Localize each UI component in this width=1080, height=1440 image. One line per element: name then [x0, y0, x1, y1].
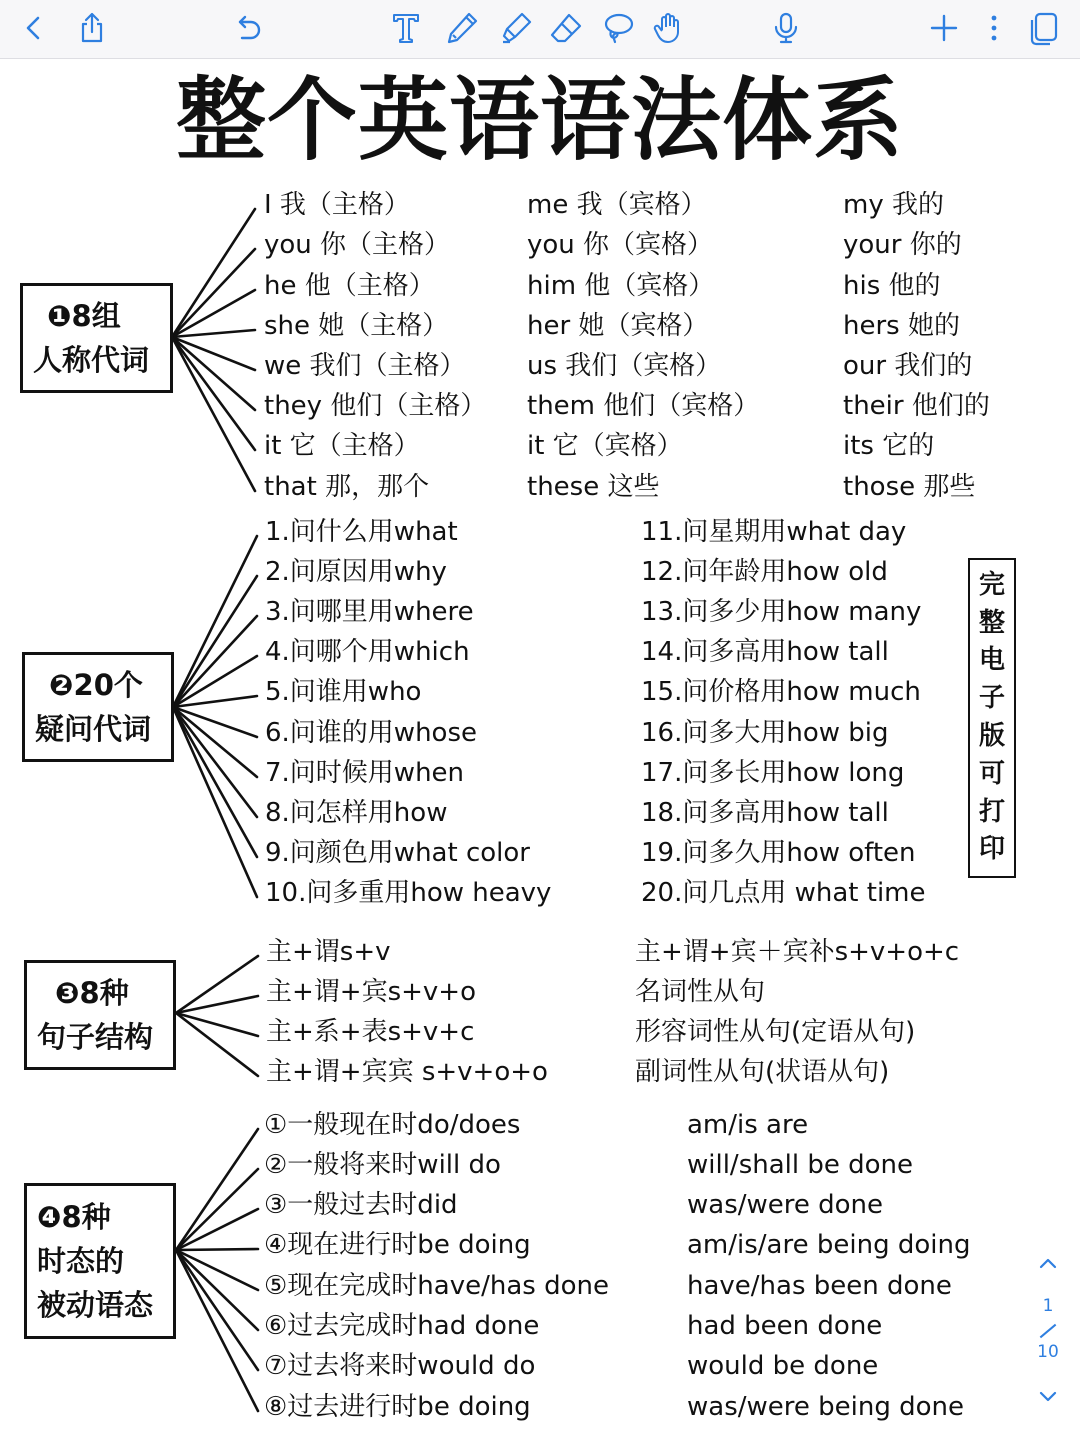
list-item: had been done: [687, 1311, 883, 1341]
list-item: have/has been done: [687, 1271, 952, 1301]
list-item: 18.问多高用how tall: [641, 798, 889, 828]
list-item: 7.问时候用when: [265, 758, 465, 788]
list-item: they 他们（主格）: [264, 391, 487, 421]
list-item: hers 她的: [843, 311, 960, 341]
list-item: 17.问多长用how long: [641, 758, 905, 788]
page-title: 整个英语语法体系: [176, 68, 904, 173]
list-item: her 她（宾格）: [527, 311, 709, 341]
list-item: I 我（主格）: [264, 190, 410, 220]
section1-label-line2: 人称代词: [33, 343, 150, 377]
list-item: ④现在进行时be doing: [264, 1230, 531, 1260]
list-item: its 它的: [843, 431, 935, 461]
list-item: 名词性从句: [635, 977, 766, 1007]
section3-label-line1: ❸8种: [55, 976, 129, 1010]
list-item: will/shall be done: [687, 1150, 914, 1180]
list-item: 4.问哪个用which: [265, 637, 470, 667]
list-item: their 他们的: [843, 391, 990, 421]
list-item: ⑦过去将来时would do: [264, 1351, 536, 1381]
page-separator: [1040, 1324, 1057, 1338]
list-item: 主+谓s+v: [266, 937, 391, 967]
list-item: 10.问多重用how heavy: [265, 878, 552, 908]
list-item: ①一般现在时do/does: [264, 1110, 521, 1140]
list-item: you 你（宾格）: [527, 230, 714, 260]
list-item: your 你的: [843, 230, 962, 260]
side-note-char: 子: [978, 683, 1005, 714]
list-item: 1.问什么用what: [265, 517, 458, 547]
list-item: he 他（主格）: [264, 271, 435, 301]
list-item: him 他（宾格）: [527, 271, 715, 301]
list-item: 主+谓+宾宾 s+v+o+o: [266, 1057, 548, 1087]
list-item: was/were being done: [687, 1392, 964, 1422]
total-pages-number: 10: [1037, 1342, 1059, 1362]
side-note-char: 印: [978, 834, 1005, 865]
section4-label-box: [24, 1183, 176, 1339]
list-item: us 我们（宾格）: [527, 351, 722, 381]
list-item: 8.问怎样用how: [265, 798, 448, 828]
side-note-char: 电: [978, 645, 1005, 676]
list-item: our 我们的: [843, 351, 973, 381]
list-item: 11.问星期用what day: [641, 517, 907, 547]
list-item: 主+谓+宾s+v+o: [266, 977, 476, 1007]
section4-label-line1: ❹8种: [37, 1200, 111, 1234]
side-note-box: [968, 558, 1016, 878]
section1-label-box: [20, 283, 173, 393]
list-item: it 它（主格）: [264, 431, 420, 461]
list-item: 副词性从句(状语从句): [635, 1057, 890, 1087]
section4-label-line3: 被动语态: [37, 1288, 154, 1322]
list-item: 5.问谁用who: [265, 677, 422, 707]
list-item: we 我们（主格）: [264, 351, 466, 381]
side-note-char: 版: [978, 721, 1005, 751]
section3-label-box: [24, 960, 176, 1070]
list-item: 主+系+表s+v+c: [266, 1017, 475, 1047]
section2-label-box: [22, 652, 174, 762]
list-item: 9.问颜色用what color: [265, 838, 530, 868]
list-item: my 我的: [843, 190, 944, 220]
section4-label-line2: 时态的: [37, 1244, 125, 1278]
chevron-up-icon[interactable]: [1034, 1250, 1062, 1278]
list-item: those 那些: [843, 472, 976, 502]
list-item: 13.问多少用how many: [641, 597, 922, 627]
list-item: 16.问多大用how big: [641, 718, 889, 748]
list-item: them 他们（宾格）: [527, 391, 760, 421]
page-navigator: [1028, 1250, 1068, 1410]
section3-label-line2: 句子结构: [37, 1020, 154, 1054]
list-item: 20.问几点用 what time: [641, 878, 926, 908]
list-item: 6.问谁的用whose: [265, 718, 477, 748]
list-item: me 我（宾格）: [527, 190, 707, 220]
list-item: 主+谓+宾＋宾补s+v+o+c: [635, 937, 960, 967]
section2-label-line2: 疑问代词: [35, 712, 152, 746]
list-item: 3.问哪里用where: [265, 597, 474, 627]
chevron-down-icon[interactable]: [1034, 1382, 1062, 1410]
list-item: 形容词性从句(定语从句): [635, 1017, 916, 1047]
side-note-char: 完: [978, 569, 1005, 600]
list-item: 12.问年龄用how old: [641, 557, 888, 587]
list-item: 19.问多久用how often: [641, 838, 916, 868]
list-item: am/is are: [687, 1110, 809, 1140]
list-item: ③一般过去时did: [264, 1190, 458, 1220]
list-item: it 它（宾格）: [527, 431, 683, 461]
list-item: ⑥过去完成时had done: [264, 1311, 540, 1341]
list-item: am/is/are being doing: [687, 1230, 971, 1260]
list-item: his 他的: [843, 271, 941, 301]
list-item: ②一般将来时will do: [264, 1150, 501, 1180]
list-item: she 她（主格）: [264, 311, 449, 341]
section2-label-line1: ❷20个: [49, 668, 143, 702]
list-item: that 那，那个: [264, 472, 430, 502]
side-note-char: 可: [978, 758, 1005, 789]
list-item: ⑤现在完成时have/has done: [264, 1271, 609, 1301]
list-item: would be done: [687, 1351, 879, 1381]
section1-label-line1: ❶8组: [47, 299, 121, 333]
side-note-char: 整: [978, 607, 1005, 638]
list-item: was/were done: [687, 1190, 884, 1220]
list-item: you 你（主格）: [264, 230, 451, 260]
list-item: 14.问多高用how tall: [641, 637, 889, 667]
current-page-number: 1: [1042, 1296, 1054, 1316]
list-item: ⑧过去进行时be doing: [264, 1392, 531, 1422]
list-item: 2.问原因用why: [265, 557, 447, 587]
list-item: these 这些: [527, 472, 660, 502]
list-item: 15.问价格用how much: [641, 677, 921, 707]
side-note-char: 打: [978, 796, 1005, 827]
